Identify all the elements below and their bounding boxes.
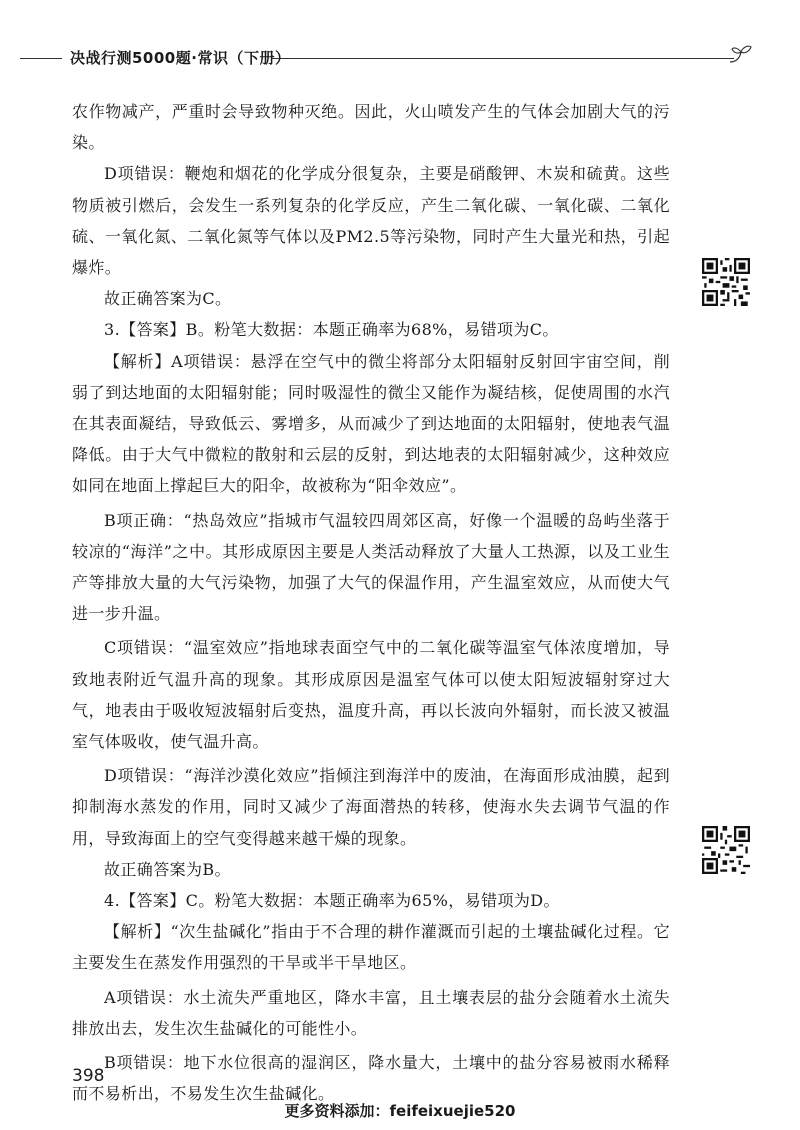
paragraph: 故正确答案为C。: [104, 289, 232, 309]
answer-line: 3.【答案】B。粉笔大数据：本题正确率为68%，易错项为C。: [104, 320, 559, 340]
page-number: 398: [72, 1066, 105, 1086]
paragraph: A项错误：水土流失严重地区，降水丰富，且土壤表层的盐分会随着水土流失排放出去，发生次生盐碱化的可能性小。: [72, 987, 670, 1038]
qr-code-icon[interactable]: [702, 258, 750, 306]
book-title: 决战行测5000题·常识（下册）: [70, 49, 291, 67]
paragraph: B项正确：“热岛效应”指城市气温较四周郊区高，好像一个温暖的岛屿坐落于较凉的“海洋”之中。其形成原因主要是人类活动释放了大量人工热源，以及工业生产等排放大量的大气污染物，加强了大气的保温作用，产生温室效应，从而使大气进一步升温。: [72, 510, 670, 624]
qr-code-icon[interactable]: [702, 826, 750, 874]
paragraph: 农作物减产，严重时会导致物种灭绝。因此，火山喷发产生的气体会加剧大气的污染。: [72, 102, 670, 153]
running-header: [0, 40, 800, 70]
analysis-paragraph: 【解析】“次生盐碱化”指由于不合理的耕作灌溉而引起的土壤盐碱化过程。它主要发生在蒸发作用强烈的干旱或半干旱地区。: [72, 922, 670, 973]
paragraph: B项错误：地下水位很高的湿润区，降水量大，土壤中的盐分容易被雨水稀释而不易析出，不易发生次生盐碱化。: [72, 1053, 670, 1104]
leaf-icon: [728, 42, 754, 66]
header-rule-right: [272, 58, 734, 59]
page-body: [72, 96, 670, 1110]
analysis-paragraph: 【解析】A项错误：悬浮在空气中的微尘将部分太阳辐射反射回宇宙空间，削弱了到达地面的太阳辐射能；同时吸湿性的微尘又能作为凝结核，促使周围的水汽在其表面凝结，导致低云、雾增多，从而减少了到达地面的太阳辐射，使地表气温降低。由于大气中微粒的散射和云层的反射，到达地表的太阳辐射减少，这种效应如同在地面上撑起巨大的阳伞，故被称为“阳伞效应”。: [72, 351, 670, 496]
paragraph: C项错误：“温室效应”指地球表面空气中的二氧化碳等温室气体浓度增加，导致地表附近气温升高的现象。其形成原因是温室气体可以使太阳短波辐射穿过大气，地表由于吸收短波辐射后变热，温度升高，再以长波向外辐射，而长波又被温室气体吸收，使气温升高。: [72, 638, 670, 752]
header-rule-left: [20, 58, 62, 59]
footer-note: 更多资料添加：feifeixuejie520: [284, 1102, 516, 1120]
answer-line: 4.【答案】C。粉笔大数据：本题正确率为65%，易错项为D。: [104, 891, 560, 911]
paragraph: D项错误：“海洋沙漠化效应”指倾注到海洋中的废油，在海面形成油膜，起到抑制海水蒸发的作用，同时又减少了海面潜热的转移，使海水失去调节气温的作用，导致海面上的空气变得越来越干燥的现象。: [72, 766, 670, 848]
paragraph: D项错误：鞭炮和烟花的化学成分很复杂，主要是硝酸钾、木炭和硫黄。这些物质被引燃后，会发生一系列复杂的化学反应，产生二氧化碳、一氧化碳、二氧化硫、一氧化氮、二氧化氮等气体以及PM2.5等污染物，同时产生大量光和热，引起爆炸。: [72, 164, 670, 278]
paragraph: 故正确答案为B。: [104, 859, 231, 879]
